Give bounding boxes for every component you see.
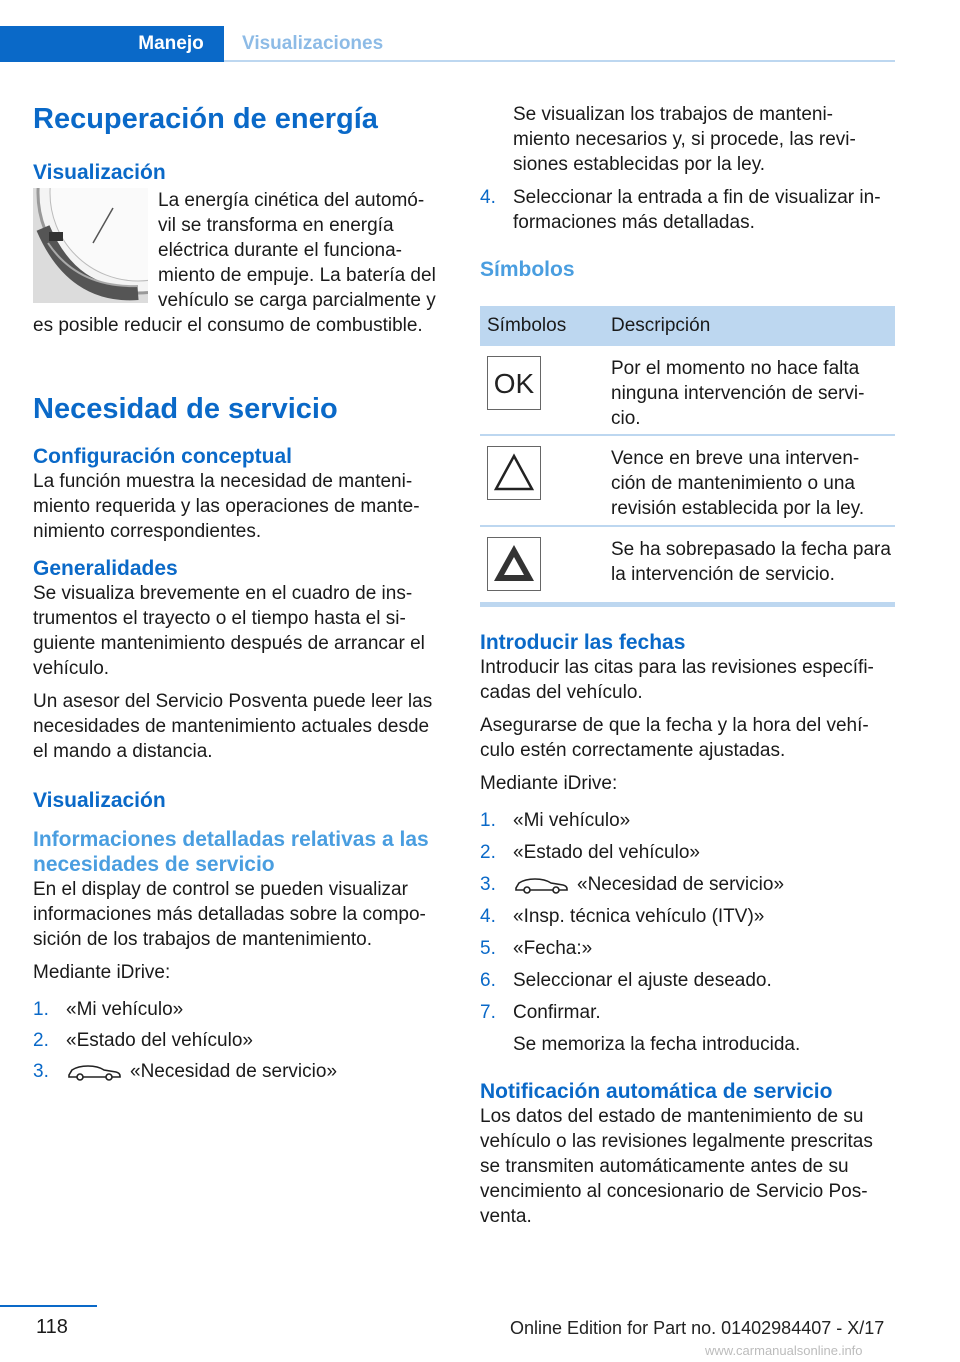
energy-text-line-2: vil se transforma en energía [158, 215, 394, 236]
heading-energy-recovery: Recuperación de energía [33, 103, 378, 135]
heading-general: Generalidades [33, 557, 178, 580]
concept-text: La función muestra la necesidad de manteni- miento requerida y las operaciones de mante- nimiento correspondientes. [33, 471, 420, 542]
row-description: Se ha sobrepasado la fecha para la intervención de servicio. [611, 539, 891, 585]
left-column [33, 102, 449, 1084]
list-item: 2. «Estado del vehículo» [480, 842, 700, 863]
edition-text: Online Edition for Part no. 01402984407 - X/17 [510, 1318, 885, 1338]
list-item: 6. Seleccionar el ajuste deseado. [480, 970, 772, 991]
right-column-lower [480, 630, 895, 1229]
symbols-table [480, 306, 895, 599]
energy-text-line-1: La energía cinética del automó- [158, 190, 425, 211]
gauge-image [33, 188, 148, 303]
energy-text-tail: es posible reducir el consumo de combustible. [33, 315, 423, 336]
list-item: 1. «Mi vehículo» [480, 810, 631, 831]
general-text-2: Un asesor del Servicio Posventa puede leer las necesidades de mantenimiento actuales desde el mando a distancia. [33, 691, 433, 762]
svg-text:OK: OK [493, 368, 535, 399]
detail-text: En el display de control se pueden visualizar informaciones más detalladas sobre la compo- sición de los trabajos de mantenimiento. [33, 879, 426, 950]
row-description: Por el momento no hace falta ninguna intervención de servi- cio. [611, 358, 865, 429]
list-item: 5. «Fecha:» [480, 938, 593, 959]
chapter-tab[interactable]: Manejo [138, 33, 204, 54]
table-row [480, 436, 895, 527]
idrive-label: Mediante iDrive: [480, 773, 618, 794]
table-bottom-rule [480, 602, 895, 607]
car-icon [513, 876, 569, 894]
ok-icon [487, 356, 541, 410]
right-steps-list [480, 808, 895, 1057]
heading-symbols: Símbolos [480, 258, 575, 281]
watermark: www.carmanualsonline.info [705, 1343, 863, 1358]
heading-display-2: Visualización [33, 789, 166, 812]
car-icon [66, 1063, 122, 1081]
general-text-1: Se visualiza brevemente en el cuadro de ins- trumentos el trayecto o el tiempo hasta el si- guiente mantenimiento después de arrancar el vehículo. [33, 583, 425, 679]
column-header-symbols: Símbolos [487, 315, 567, 336]
row-description: Vence en breve una interven- ción de mantenimiento o una revisión establecida por la ley. [611, 448, 865, 519]
list-item: 1. «Mi vehículo» [33, 999, 184, 1020]
right-column [480, 102, 895, 282]
column-header-description: Descripción [611, 315, 711, 336]
list-item: 7. Confirmar. [480, 1002, 601, 1023]
list-item: 2. «Estado del vehículo» [33, 1030, 253, 1051]
list-item: 3. «Necesidad de servicio» [33, 1061, 338, 1082]
confirm-note: Se memoriza la fecha introducida. [513, 1034, 801, 1055]
footer-rule [0, 1305, 97, 1307]
warning-triangle-filled-icon [487, 537, 541, 591]
dates-text-2: Asegurarse de que la fecha y la hora del vehí- culo estén correctamente ajustadas. [480, 715, 869, 761]
list-item: 4. «Insp. técnica vehículo (ITV)» [480, 906, 765, 927]
left-steps-list [33, 997, 449, 1084]
notify-text: Los datos del estado de mantenimiento de su vehículo o las revisiones legalmente prescritas se transmiten automáticamente antes de su vencimiento al concesionario de Servicio Pos- venta. [480, 1106, 873, 1227]
warning-triangle-icon [487, 446, 541, 500]
gauge-illustration [33, 188, 148, 303]
heading-service-need: Necesidad de servicio [33, 393, 338, 425]
energy-text-line-5: vehículo se carga parcialmente y [158, 290, 436, 311]
heading-detail-info: Informaciones detalladas relativas a las necesidades de servicio [33, 828, 429, 876]
heading-display: Visualización [33, 161, 166, 184]
list-item: 4. Seleccionar la entrada a fin de visualizar in- formaciones más detalladas. [480, 187, 881, 233]
dates-text-1: Introducir las citas para las revisiones específi- cadas del vehículo. [480, 657, 874, 703]
energy-text-line-3: eléctrica durante el funciona- [158, 240, 402, 261]
heading-enter-dates: Introducir las fechas [480, 631, 686, 654]
heading-auto-notification: Notificación automática de servicio [480, 1080, 833, 1103]
heading-concept: Configuración conceptual [33, 445, 293, 468]
idrive-label: Mediante iDrive: [33, 962, 171, 983]
energy-block [33, 188, 449, 338]
table-row [480, 346, 895, 436]
page-number: 118 [36, 1316, 68, 1338]
energy-text-line-4: miento de empuje. La batería del [158, 265, 436, 286]
table-row [480, 527, 895, 599]
table-header [480, 306, 895, 346]
cont-text: Se visualizan los trabajos de manteni- miento necesarios y, si procede, las revi- siones establecidas por la ley. [513, 104, 856, 175]
section-tab[interactable]: Visualizaciones [242, 33, 384, 54]
list-item: 3. «Necesidad de servicio» [480, 874, 785, 895]
